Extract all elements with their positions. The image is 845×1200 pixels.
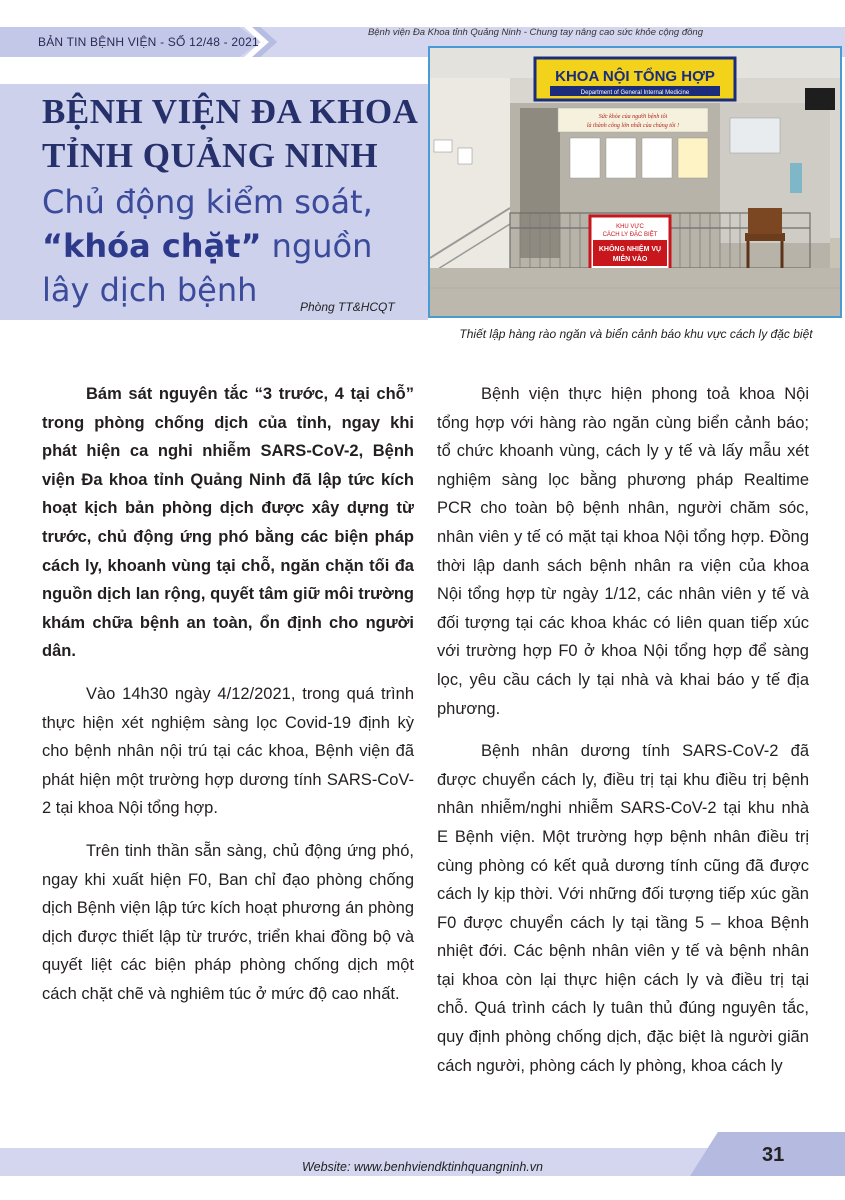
article-subtitle — [42, 180, 412, 312]
body-column-right — [437, 380, 809, 1094]
warning-line-2: CÁCH LY ĐẶC BIỆT — [602, 232, 658, 238]
body-paragraph: Vào 14h30 ngày 4/12/2021, trong quá trình thực hiện xét nghiệm sàng lọc Covid-19 định kỳ cho bệnh nhân nội trú tại các khoa, Bệnh viện đã phát hiện một trường hợp dương tính SARS-CoV-2 tại khoa Nội tổng hợp. — [42, 684, 414, 818]
subtitle-bold: “khóa chặt” — [42, 227, 262, 265]
body-paragraph: Trên tinh thần sẵn sàng, chủ động ứng phó, ngay khi xuất hiện F0, Ban chỉ đạo phòng chống dịch Bệnh viện lập tức kích hoạt phương án phòng dịch được thiết lập từ trước, triển khai đồng bộ và quyết liệt các biện pháp phòng chống dịch một cách chặt chẽ và nghiêm túc ở mức độ cao nhất. — [42, 841, 414, 1003]
body-column-left — [42, 380, 414, 1022]
title-line-2: TỈNH QUẢNG NINH — [42, 136, 379, 175]
subtitle-part-1: Chủ động kiểm soát, — [42, 183, 373, 221]
title-line-1: BỆNH VIỆN ĐA KHOA — [42, 92, 419, 131]
body-paragraph: Bệnh viện thực hiện phong toả khoa Nội tổng hợp với hàng rào ngăn cùng biển cảnh báo; tổ chức khoanh vùng, cách ly y tế và lấy mẫu xét nghiệm sàng lọc bằng phương pháp Realtime PCR cho toàn bộ bệnh nhân, người chăm sóc, nhân viên y tế có mặt tại khoa Nội tổng hợp. Đồng thời lập danh sách bệnh nhân ra viện của khoa Nội tổng hợp từ ngày 1/12, các nhân viên y tế và đối tượng tại các khoa khác có liên quan tiếp xúc với trường hợp F0 ở khoa Nội tổng hợp để sàng lọc, yêu cầu cách ly tại nhà và khai báo y tế địa phương. — [437, 385, 809, 718]
body-paragraph: Bệnh nhân dương tính SARS-CoV-2 đã được chuyển cách ly, điều trị tại khu điều trị bệnh nhân nhiễm/nghi nhiễm SARS-CoV-2 tại khu nhà E Bệnh viện. Một trường hợp bệnh nhân điều trị cùng phòng có kết quả dương tính cũng đã được cách ly kịp thời. Với những đối tượng tiếp xúc gần F0 được chuyển cách ly tại tầng 5 – khoa Bệnh nhiệt đới. Các bệnh nhân viên y tế và bệnh nhân tại khoa còn lại thực hiện cách ly và điều trị tại chỗ. Quá trình cách ly tuân thủ đúng nguyên tắc, quy định phòng chống dịch, đặc biệt là người giãn cách người, phòng cách ly phòng, khoa cách ly — [437, 742, 809, 1075]
page-number: 31 — [762, 1144, 785, 1166]
banner-line-1: Sức khỏe của người bệnh tôi — [598, 114, 668, 120]
banner-line-2: là thành công lớn nhất của chúng tôi ! — [586, 123, 680, 129]
header-tagline: Bệnh viện Đa Khoa tỉnh Quảng Ninh - Chung tay nâng cao sức khỏe cộng đồng — [367, 27, 703, 38]
warning-line-4: MIỄN VÀO — [612, 256, 648, 263]
byline: Phòng TT&HCQT — [300, 300, 395, 314]
ward-entrance-photo — [430, 48, 840, 316]
sign-main-text: KHOA NỘI TỔNG HỢP — [555, 68, 715, 85]
sign-sub-text: Department of General Internal Medicine — [580, 90, 690, 96]
article-photo — [428, 46, 842, 318]
footer-website: Website: www.benhviendktinhquangninh.vn — [302, 1160, 543, 1174]
article-title — [42, 90, 422, 178]
warning-line-1: KHU VỰC — [616, 224, 644, 230]
issue-label: BẢN TIN BỆNH VIỆN - SỐ 12/48 - 2021 — [38, 35, 259, 49]
subtitle-part-2: nguồn lây dịch bệnh — [42, 227, 373, 309]
warning-line-3: KHÔNG NHIỆM VỤ — [598, 246, 662, 253]
lead-paragraph: Bám sát nguyên tắc “3 trước, 4 tại chỗ” trong phòng chống dịch của tỉnh, ngay khi phát hiện ca nghi nhiễm SARS-CoV-2, Bệnh viện Đa khoa tỉnh Quảng Ninh đã lập tức kích hoạt kịch bản phòng dịch được xây dựng từ trước, chủ động ứng phó bằng các biện pháp cách ly, khoanh vùng tại chỗ, ngăn chặn tối đa nguồn dịch lan rộng, quyết tâm giữ môi trường khám chữa bệnh an toàn, ổn định cho người dân. — [42, 385, 414, 661]
photo-caption: Thiết lập hàng rào ngăn và biển cảnh báo khu vực cách ly đặc biệt — [459, 327, 813, 341]
